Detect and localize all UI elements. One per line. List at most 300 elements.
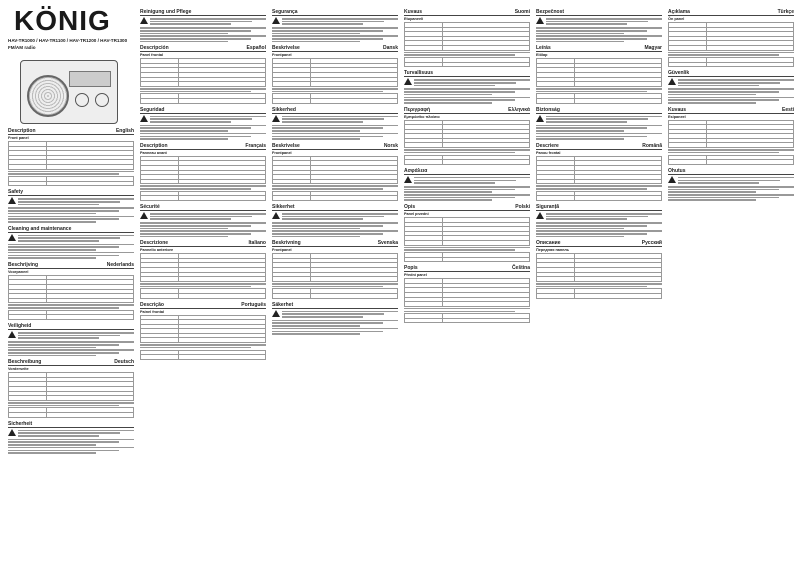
table-cell	[178, 293, 266, 298]
text-line	[140, 188, 251, 190]
section-title: Leírás	[536, 45, 551, 52]
table-cell	[310, 82, 398, 87]
text-line	[140, 138, 228, 140]
table-cell	[310, 179, 398, 184]
table-row	[669, 160, 794, 165]
text-line	[668, 88, 794, 90]
table-cell	[9, 298, 47, 303]
section-heading	[536, 107, 662, 114]
text-line	[546, 213, 662, 215]
section-title: Descrizione	[140, 240, 169, 247]
table-row	[669, 62, 794, 67]
table-row	[537, 277, 662, 282]
text-line	[8, 347, 96, 349]
text-line	[546, 121, 627, 123]
text-line	[8, 444, 96, 446]
text-line	[282, 116, 398, 118]
warning-triangle-icon	[536, 115, 544, 122]
warning-block	[272, 212, 398, 221]
language-label: Nederlands	[106, 261, 134, 268]
parts-table	[536, 58, 662, 87]
text-line	[404, 91, 515, 93]
text-line	[8, 216, 134, 218]
subsection-title: Előlap	[536, 53, 548, 58]
text-line	[150, 18, 266, 20]
table-cell	[9, 396, 47, 401]
text-line	[8, 349, 134, 351]
parts-table	[140, 288, 266, 298]
parts-table	[140, 93, 266, 103]
text-line	[18, 432, 120, 434]
table-cell	[141, 82, 179, 87]
text-line	[668, 197, 779, 199]
table-row	[405, 143, 530, 148]
table-cell	[405, 143, 443, 148]
table-cell	[669, 62, 707, 67]
warning-triangle-icon	[536, 212, 544, 219]
subsection-title: Panou frontal	[536, 150, 561, 155]
text-line	[8, 352, 119, 354]
table-row	[141, 179, 266, 184]
volume-knob	[75, 93, 89, 107]
table-row	[9, 181, 134, 186]
text-line	[140, 286, 251, 288]
table-cell	[178, 196, 266, 201]
warning-text	[282, 115, 398, 124]
text-line	[404, 52, 530, 54]
warning-text	[546, 212, 662, 221]
section-heading	[140, 143, 266, 150]
table-row	[9, 315, 134, 320]
table-row	[141, 98, 266, 103]
table-cell	[405, 62, 443, 67]
section	[404, 9, 530, 67]
sections-column-3	[272, 9, 398, 335]
text-line	[536, 138, 624, 140]
table-cell	[706, 62, 794, 67]
table-cell	[405, 45, 443, 50]
text-line	[272, 322, 383, 324]
section-title: Kuvaus	[668, 106, 687, 113]
table-cell	[574, 82, 662, 87]
table-cell	[706, 143, 794, 148]
text-line	[404, 97, 530, 99]
section	[272, 45, 398, 103]
text-line	[8, 255, 119, 257]
section-heading	[8, 421, 134, 428]
parts-table	[404, 155, 530, 165]
warning-text	[150, 115, 266, 124]
section	[8, 262, 134, 320]
section-heading	[404, 107, 530, 114]
text-line	[404, 152, 515, 154]
warning-triangle-icon	[140, 212, 148, 219]
text-line	[536, 30, 647, 32]
language-label: Suomi	[514, 9, 530, 15]
radio-illustration	[20, 60, 118, 124]
section-title: Siguranță	[536, 204, 560, 210]
text-line	[282, 216, 384, 218]
section-title: Güvenlik	[668, 70, 690, 77]
section	[536, 9, 662, 42]
section-heading	[8, 323, 134, 330]
text-line	[404, 194, 530, 196]
table-cell	[273, 196, 311, 201]
section-heading	[140, 302, 266, 309]
table-cell	[706, 45, 794, 50]
table-row	[537, 293, 662, 298]
text-line	[668, 149, 794, 151]
section-title: Açıklama	[668, 9, 690, 15]
table-cell	[46, 315, 134, 320]
section-heading	[140, 204, 266, 211]
subsection-title: Esipaneel	[668, 114, 686, 119]
parts-table	[668, 120, 794, 149]
text-line	[272, 236, 360, 238]
text-line	[282, 313, 384, 315]
language-label: Français	[245, 142, 266, 149]
text-line	[150, 216, 252, 218]
text-line	[404, 149, 530, 151]
section-title: Description	[8, 128, 36, 134]
subsection-title: Frontpanel	[272, 150, 292, 155]
subsection-title: Ön panel	[668, 17, 685, 21]
table-cell	[537, 277, 575, 282]
text-line	[536, 185, 662, 187]
subsection-title: Painel frontal	[140, 309, 165, 314]
text-line	[272, 188, 383, 190]
text-line	[150, 21, 252, 23]
text-line	[8, 355, 96, 357]
text-line	[404, 189, 515, 191]
warning-triangle-icon	[140, 115, 148, 122]
text-line	[404, 54, 515, 56]
table-row	[141, 355, 266, 360]
text-line	[546, 118, 648, 120]
table-row	[537, 179, 662, 184]
section	[404, 107, 530, 165]
table-row	[141, 277, 266, 282]
section	[272, 240, 398, 298]
warning-triangle-icon	[140, 17, 148, 24]
text-line	[8, 450, 119, 452]
warning-triangle-icon	[272, 310, 280, 317]
language-label: Norsk	[383, 142, 398, 149]
text-line	[140, 125, 266, 127]
section	[668, 9, 794, 67]
parts-table	[536, 253, 662, 282]
text-line	[8, 344, 119, 346]
section-title: Description	[140, 142, 168, 149]
section-title: Ασφάλεια	[404, 167, 428, 174]
table-row	[141, 196, 266, 201]
warning-text	[18, 331, 134, 340]
section-title: Veiligheid	[8, 323, 32, 329]
subsection-title: Frontpanel	[272, 53, 292, 58]
warning-triangle-icon	[404, 176, 412, 183]
text-line	[272, 225, 383, 227]
table-cell	[537, 98, 575, 103]
parts-table	[404, 57, 530, 67]
text-line	[272, 133, 398, 135]
section-heading	[272, 107, 398, 114]
table-cell	[405, 240, 443, 245]
section	[404, 265, 530, 323]
text-line	[272, 328, 398, 330]
warning-block	[8, 197, 134, 206]
text-line	[18, 332, 134, 334]
parts-table	[404, 278, 530, 307]
text-line	[536, 225, 647, 227]
text-line	[8, 173, 119, 175]
text-line	[536, 283, 662, 285]
text-line	[668, 189, 779, 191]
section-heading	[272, 45, 398, 52]
parts-table	[8, 176, 134, 186]
warning-triangle-icon	[272, 212, 280, 219]
section	[536, 107, 662, 140]
parts-table	[536, 93, 662, 103]
text-line	[536, 41, 624, 43]
table-cell	[9, 164, 47, 169]
language-label: Türkçe	[777, 9, 794, 15]
table-cell	[46, 298, 134, 303]
brand-logo: KÖNIG	[14, 5, 111, 36]
table-row	[141, 338, 266, 343]
table-cell	[669, 45, 707, 50]
subsection-title: Frontpanel	[272, 248, 292, 253]
parts-table	[536, 191, 662, 201]
text-line	[668, 194, 794, 196]
parts-table	[8, 372, 134, 401]
table-cell	[273, 179, 311, 184]
text-line	[18, 435, 99, 437]
warning-block	[8, 429, 134, 438]
text-line	[536, 130, 624, 132]
text-line	[8, 249, 96, 251]
section-title: Ohutus	[668, 167, 686, 174]
parts-table	[404, 217, 530, 246]
text-line	[546, 23, 627, 25]
text-line	[282, 311, 398, 313]
warning-text	[546, 115, 662, 124]
table-row	[537, 196, 662, 201]
table-cell	[46, 396, 134, 401]
text-line	[404, 99, 515, 101]
section-title: Biztonság	[536, 106, 560, 113]
table-cell	[574, 98, 662, 103]
text-line	[18, 337, 99, 339]
table-cell	[537, 196, 575, 201]
text-line	[668, 102, 756, 104]
section-heading	[8, 359, 134, 366]
table-cell	[273, 98, 311, 103]
text-line	[140, 344, 266, 346]
section-heading	[668, 9, 794, 16]
display-window	[69, 71, 111, 87]
column-5	[536, 6, 662, 299]
table-cell	[141, 277, 179, 282]
table-cell	[46, 412, 134, 417]
text-line	[272, 320, 398, 322]
table-row	[273, 277, 398, 282]
warning-block	[140, 212, 266, 221]
parts-table	[404, 313, 530, 323]
section	[404, 168, 530, 201]
section	[536, 45, 662, 103]
table-row	[273, 98, 398, 103]
text-line	[414, 177, 530, 179]
text-line	[414, 180, 516, 182]
parts-table	[140, 350, 266, 360]
section	[272, 9, 398, 42]
section-heading	[272, 143, 398, 150]
warning-triangle-icon	[272, 17, 280, 24]
table-cell	[178, 179, 266, 184]
language-label: Italiano	[248, 240, 266, 247]
table-cell	[310, 293, 398, 298]
section-title: Beskrivelse	[272, 45, 300, 52]
text-line	[678, 180, 780, 182]
text-line	[668, 94, 756, 96]
text-line	[668, 99, 779, 101]
text-line	[272, 325, 360, 327]
text-line	[8, 246, 119, 248]
table-cell	[405, 302, 443, 307]
warning-text	[150, 17, 266, 26]
text-line	[150, 118, 252, 120]
table-cell	[178, 98, 266, 103]
warning-text	[18, 234, 134, 243]
section-title: Descriere	[536, 142, 559, 149]
warning-text	[18, 197, 134, 206]
language-label: Polski	[515, 204, 530, 210]
text-line	[536, 136, 647, 138]
text-line	[272, 230, 398, 232]
text-line	[404, 197, 515, 199]
text-line	[272, 38, 383, 40]
text-line	[18, 198, 134, 200]
warning-triangle-icon	[404, 78, 412, 85]
section	[536, 204, 662, 237]
section-title: Seguridad	[140, 106, 165, 113]
text-line	[18, 201, 120, 203]
parts-table	[404, 22, 530, 51]
text-line	[8, 210, 119, 212]
section-title: Beskrivning	[272, 240, 301, 247]
parts-table	[8, 141, 134, 170]
table-row	[273, 179, 398, 184]
warning-block	[404, 78, 530, 87]
section-heading	[536, 204, 662, 211]
text-line	[18, 237, 120, 239]
text-line	[282, 121, 363, 123]
warning-triangle-icon	[272, 115, 280, 122]
text-line	[536, 88, 662, 90]
warning-text	[282, 310, 398, 319]
table-cell	[442, 62, 530, 67]
section-heading	[404, 70, 530, 77]
text-line	[8, 218, 119, 220]
text-line	[140, 185, 266, 187]
text-line	[8, 213, 96, 215]
text-line	[404, 247, 530, 249]
text-line	[140, 130, 228, 132]
table-cell	[9, 181, 47, 186]
text-line	[282, 18, 398, 20]
text-line	[668, 152, 779, 154]
table-row	[405, 257, 530, 262]
table-cell	[46, 164, 134, 169]
section	[8, 359, 134, 417]
section-title: Descrição	[140, 301, 164, 308]
text-line	[536, 233, 647, 235]
text-line	[8, 405, 119, 407]
section	[536, 143, 662, 201]
section	[272, 204, 398, 237]
warning-triangle-icon	[8, 197, 16, 204]
text-line	[8, 244, 134, 246]
table-cell	[574, 196, 662, 201]
section	[140, 204, 266, 237]
subsection-title: Front panel	[8, 136, 29, 140]
section-heading	[668, 107, 794, 114]
text-line	[140, 27, 266, 29]
text-line	[536, 125, 662, 127]
subsection-title: Panel frontal	[140, 53, 163, 58]
table-cell	[178, 277, 266, 282]
table-row	[405, 45, 530, 50]
text-line	[272, 136, 383, 138]
section-heading	[536, 240, 662, 247]
text-line	[140, 225, 251, 227]
text-line	[272, 233, 383, 235]
table-row	[273, 293, 398, 298]
warning-text	[414, 176, 530, 185]
table-cell	[178, 338, 266, 343]
text-line	[536, 222, 662, 224]
subsection-title: Přední panel	[404, 273, 427, 278]
warning-block	[536, 115, 662, 124]
section-title: Segurança	[272, 9, 298, 15]
table-cell	[141, 355, 179, 360]
parts-table	[272, 58, 398, 87]
table-cell	[669, 143, 707, 148]
text-line	[272, 286, 383, 288]
text-line	[18, 235, 134, 237]
text-line	[272, 331, 383, 333]
sections-column-5	[536, 9, 662, 299]
table-cell	[537, 293, 575, 298]
text-line	[140, 236, 228, 238]
text-line	[140, 222, 266, 224]
text-line	[404, 311, 515, 313]
parts-table	[404, 252, 530, 262]
section-heading	[404, 168, 530, 175]
table-cell	[178, 355, 266, 360]
parts-table	[272, 191, 398, 201]
section	[8, 128, 134, 186]
section-title: Kuvaus	[404, 9, 423, 15]
text-line	[282, 21, 384, 23]
section-heading	[8, 189, 134, 196]
subsection-title: Pannello anteriore	[140, 248, 174, 253]
text-line	[140, 133, 266, 135]
text-line	[8, 221, 96, 223]
warning-block	[140, 17, 266, 26]
section-title: Beschrijving	[8, 261, 39, 268]
section-title: Cleaning and maintenance	[8, 225, 72, 232]
